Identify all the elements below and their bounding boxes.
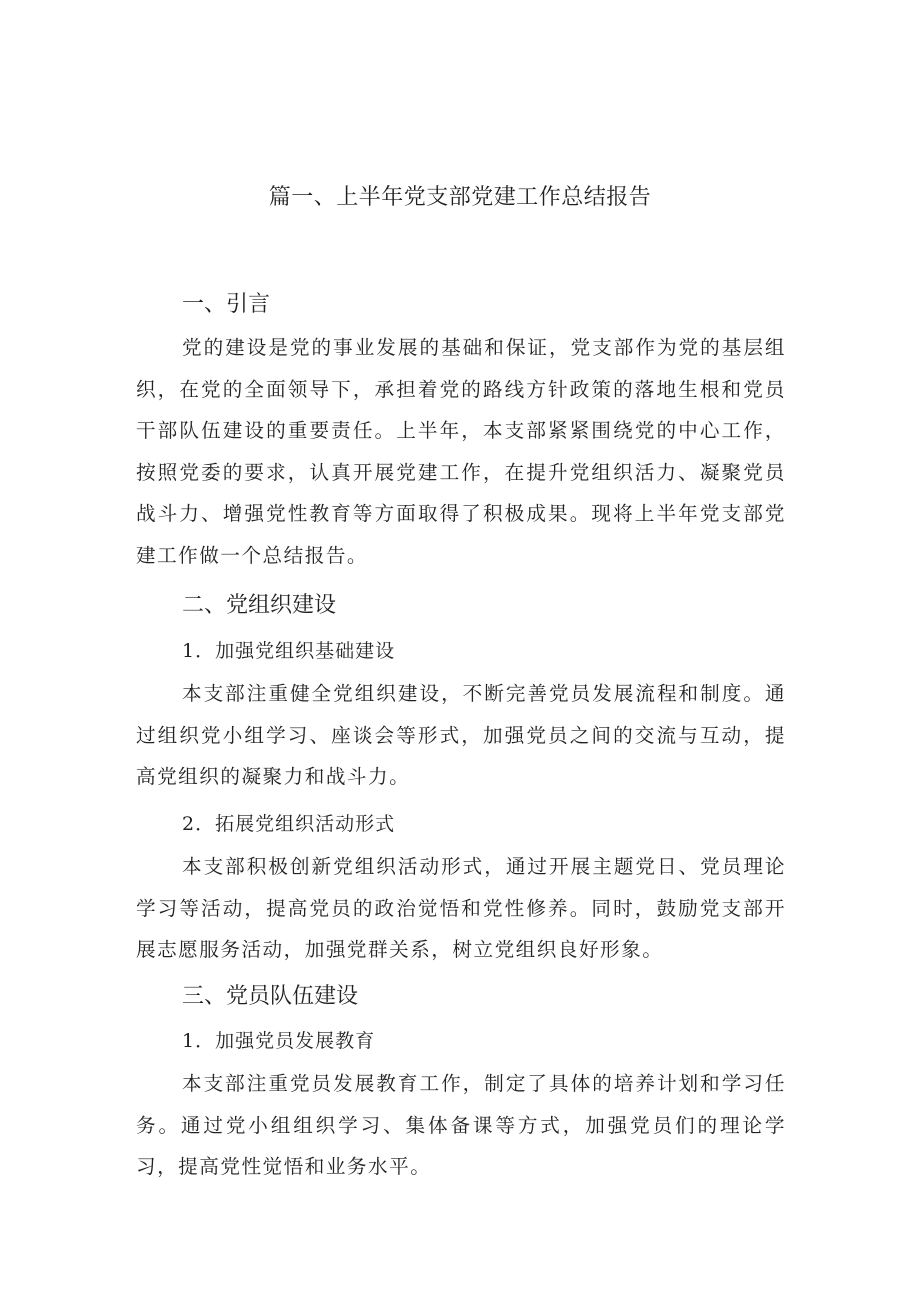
subheading-org-foundation: 1．加强党组织基础建设 <box>182 640 396 662</box>
subheading-member-education: 1．加强党员发展教育 <box>182 1030 376 1052</box>
paragraph-member-education: 本支部注重党员发展教育工作，制定了具体的培养计划和学习任务。通过党小组组织学习、集体备课等方式，加强党员们的理论学习，提高党性觉悟和业务水平。 <box>136 1072 786 1178</box>
section-heading-party-organization: 二、党组织建设 <box>182 593 337 618</box>
document-title: 篇一、上半年党支部党建工作总结报告 <box>268 185 652 210</box>
section-heading-intro: 一、引言 <box>182 292 271 317</box>
subheading-org-activities: 2．拓展党组织活动形式 <box>182 813 396 835</box>
section-heading-member-team: 三、党员队伍建设 <box>182 984 359 1009</box>
paragraph-org-activities: 本支部积极创新党组织活动形式，通过开展主题党日、党员理论学习等活动，提高党员的政治觉悟和党性修养。同时，鼓励党支部开展志愿服务活动，加强党群关系，树立党组织良好形象。 <box>136 855 786 961</box>
section-paragraph-intro: 党的建设是党的事业发展的基础和保证，党支部作为党的基层组织，在党的全面领导下，承担着党的路线方针政策的落地生根和党员干部队伍建设的重要责任。上半年，本支部紧紧围绕党的中心工作，按照党委的要求，认真开展党建工作，在提升党组织活力、凝聚党员战斗力、增强党性教育等方面取得了积极成果。现将上半年党支部党建工作做一个总结报告。 <box>136 336 786 567</box>
paragraph-org-foundation: 本支部注重健全党组织建设，不断完善党员发展流程和制度。通过组织党小组学习、座谈会等形式，加强党员之间的交流与互动，提高党组织的凝聚力和战斗力。 <box>136 682 786 788</box>
